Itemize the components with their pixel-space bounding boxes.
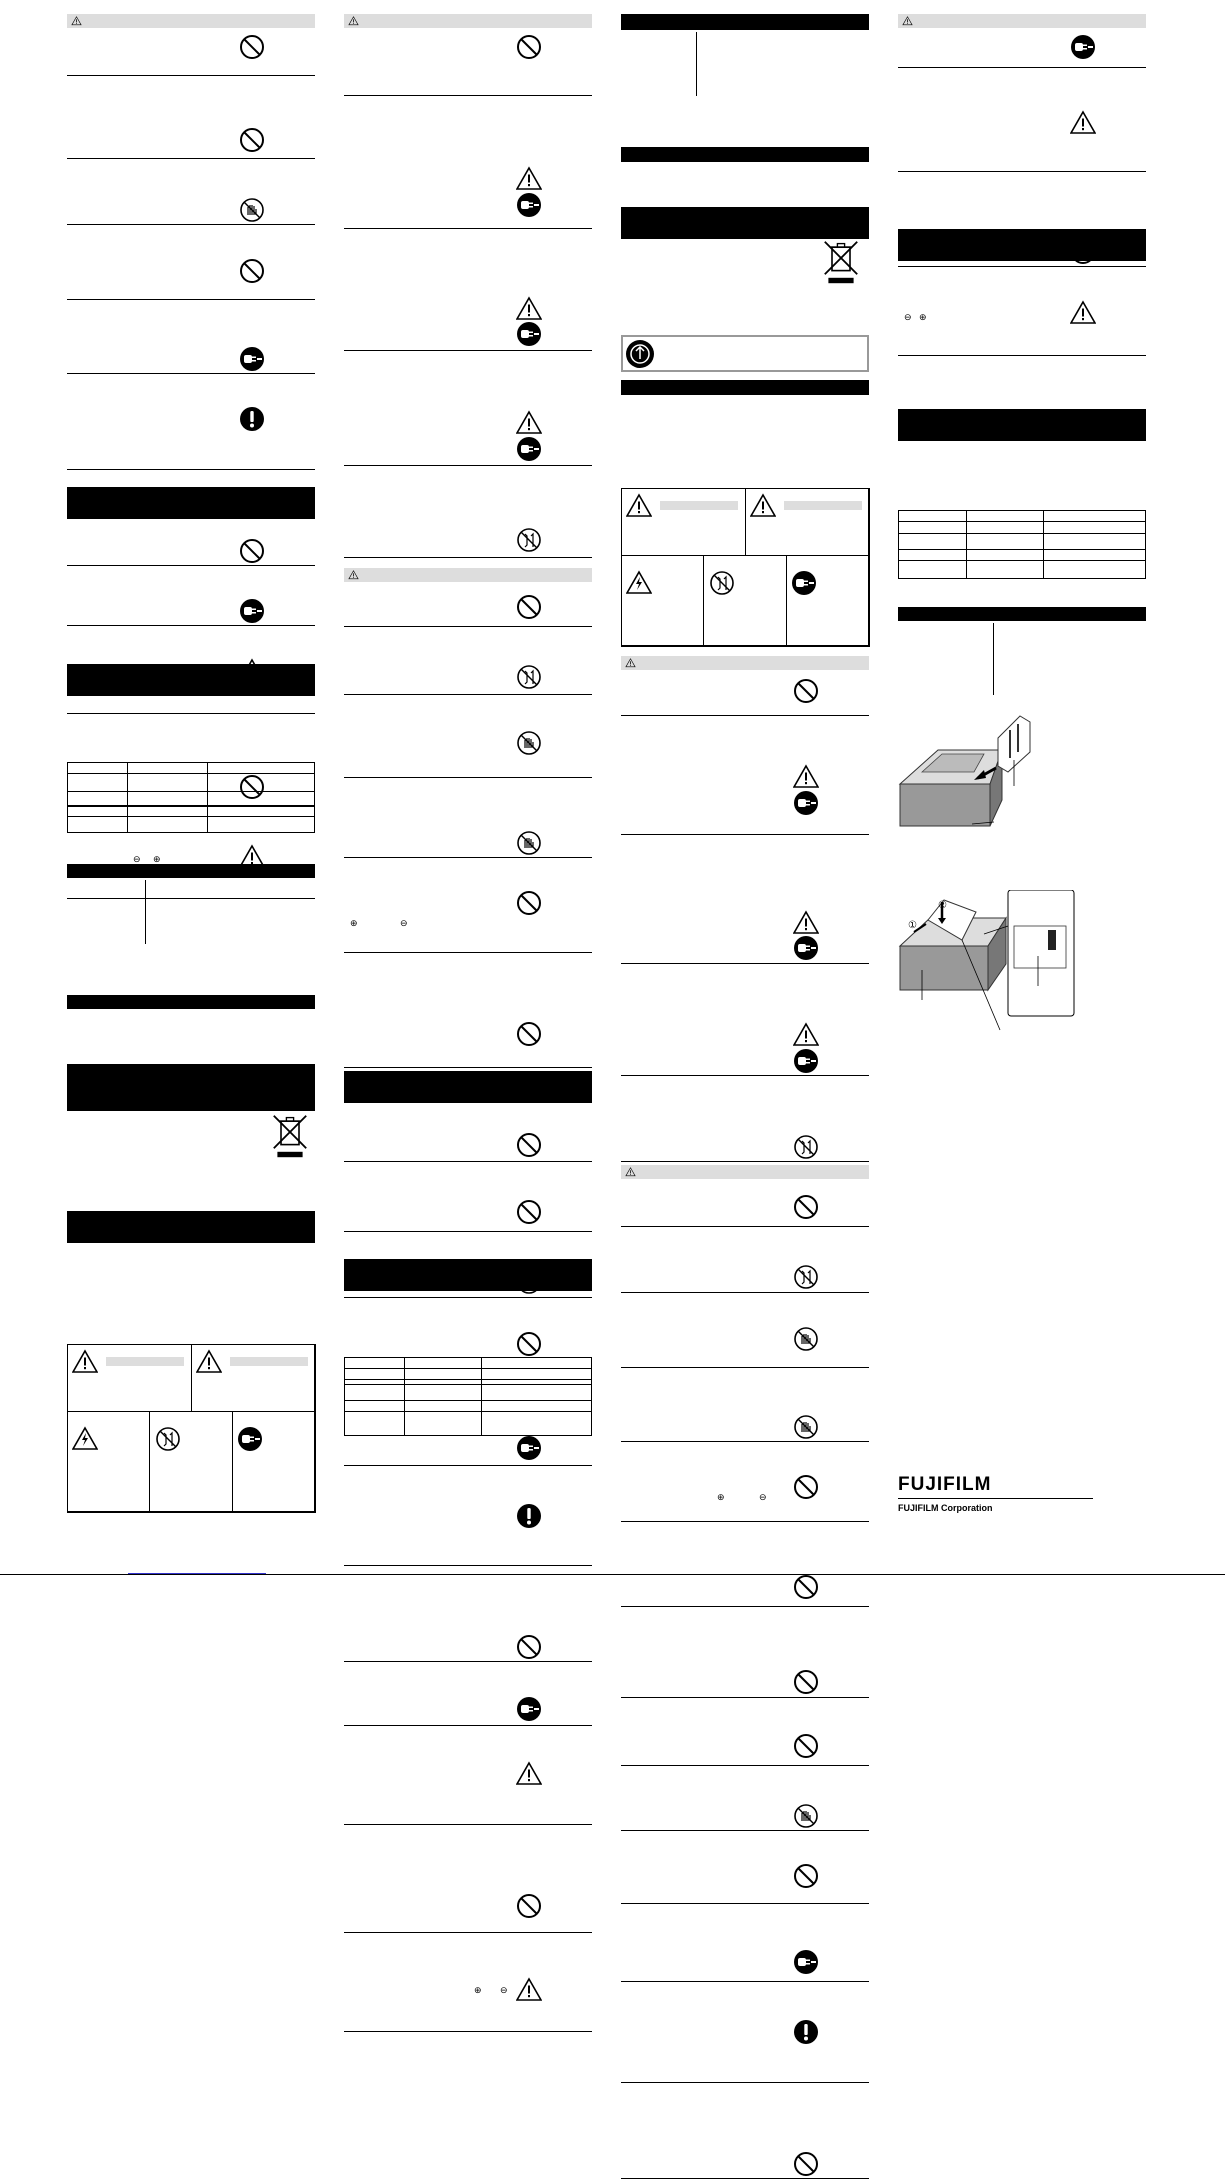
minus-terminal: ⊖	[400, 918, 408, 928]
caution-triangle-icon	[516, 296, 542, 322]
caution-small-icon	[625, 1167, 636, 1177]
warning-row	[344, 524, 592, 558]
prohibited-icon	[793, 1194, 819, 1220]
symbol-legend-box	[621, 488, 869, 646]
warning-row	[67, 596, 315, 626]
section-header	[621, 147, 869, 162]
electric-shock-icon	[72, 1426, 98, 1452]
table-row	[68, 763, 315, 774]
caution-triangle-icon	[516, 1761, 542, 1787]
warning-row	[621, 1324, 869, 1368]
caution-row	[898, 298, 1146, 356]
prohibited-icon	[793, 1474, 819, 1500]
table-row	[899, 522, 1146, 534]
prohibited-icon	[516, 1021, 542, 1047]
table-row	[68, 817, 315, 833]
prohibited-icon	[239, 538, 265, 564]
table-row	[68, 806, 315, 817]
caution-triangle-icon	[516, 410, 542, 436]
caution-row	[344, 1127, 592, 1162]
warning-header	[344, 14, 592, 28]
unplug-icon	[793, 935, 819, 961]
warning-row	[621, 1020, 869, 1076]
caution-row	[621, 1801, 869, 1831]
caution-row	[898, 108, 1146, 172]
unplug-icon	[516, 1696, 542, 1722]
legend-caution-cell	[745, 488, 870, 556]
caution-header	[621, 1165, 869, 1179]
plus-terminal: ⊕	[153, 854, 161, 864]
divider-line	[696, 32, 697, 96]
legend-warning-cell	[67, 1344, 192, 1412]
crossed-out-bin-icon	[823, 240, 859, 285]
legend-shock-cell	[67, 1411, 150, 1513]
spec-table	[344, 1357, 592, 1436]
no-wet-hands-icon	[239, 197, 265, 223]
divider-line	[993, 623, 994, 695]
caution-row	[621, 2017, 869, 2083]
mandatory-icon	[793, 2019, 819, 2045]
warning-row	[344, 888, 592, 953]
prohibited-icon	[793, 2151, 819, 2177]
page-bottom-rule	[0, 1574, 1225, 1575]
warning-row	[621, 762, 869, 835]
no-wet-hands-icon	[516, 830, 542, 856]
symbol-legend-box	[67, 1344, 315, 1512]
warning-row	[67, 256, 315, 300]
warning-row	[344, 662, 592, 695]
prohibited-icon	[793, 1574, 819, 1600]
plus-terminal: ⊕	[350, 918, 358, 928]
warning-row	[344, 592, 592, 627]
table-row	[345, 1358, 592, 1369]
caution-triangle-icon	[793, 910, 819, 936]
battery-insertion-illustration	[898, 890, 1146, 1050]
caution-row	[344, 1759, 592, 1825]
no-disassembly-icon	[709, 570, 735, 596]
warning-row	[344, 1018, 592, 1068]
unplug-icon	[793, 1949, 819, 1975]
caution-row	[344, 1693, 592, 1726]
warning-row	[67, 124, 315, 159]
legend-unplug-cell	[232, 1411, 316, 1513]
unplug-icon	[516, 192, 542, 218]
caution-triangle-icon	[72, 1349, 98, 1375]
crossed-out-bin-icon	[272, 1114, 308, 1159]
caution-triangle-icon	[626, 493, 652, 519]
mandatory-icon	[239, 406, 265, 432]
section-header	[898, 229, 1146, 261]
label-bar	[784, 501, 862, 510]
unplug-icon	[516, 1435, 542, 1461]
spec-table	[898, 510, 1146, 579]
section-header	[621, 380, 869, 395]
warning-row	[67, 344, 315, 374]
section-header	[898, 409, 1146, 441]
prohibited-icon	[516, 1893, 542, 1919]
caution-row	[344, 1975, 592, 2032]
table-row	[899, 511, 1146, 522]
warning-row	[621, 1132, 869, 1162]
prohibited-icon	[793, 1733, 819, 1759]
warning-row	[344, 408, 592, 466]
warning-row	[621, 908, 869, 964]
legend-shock-cell	[621, 555, 704, 647]
legend-caution-cell	[191, 1344, 316, 1412]
company-name: FUJIFILM Corporation	[898, 1503, 993, 1513]
caution-row	[344, 1197, 592, 1232]
caution-header	[344, 568, 592, 582]
warning-row	[621, 1572, 869, 1607]
table-row	[899, 561, 1146, 579]
caution-row	[344, 1501, 592, 1566]
caution-triangle-icon	[1070, 110, 1096, 136]
recycle-seal-icon	[625, 339, 655, 369]
label-bar	[230, 1357, 308, 1366]
legend-unplug-cell	[786, 555, 870, 647]
unplug-icon	[516, 436, 542, 462]
no-wet-hands-icon	[793, 1326, 819, 1352]
warning-small-icon	[348, 16, 359, 26]
section-header	[67, 995, 315, 1009]
recycle-box	[621, 335, 869, 372]
caution-row	[621, 1861, 869, 1904]
minus-terminal: ⊖	[500, 1985, 508, 1995]
legend-disassembly-cell	[149, 1411, 233, 1513]
caution-row	[621, 1731, 869, 1766]
logo-rule	[898, 1498, 1093, 1499]
plus-terminal: ⊕	[717, 1492, 725, 1502]
caution-row	[621, 1665, 869, 1698]
warning-row	[67, 536, 315, 566]
divider-line	[145, 880, 146, 944]
column-2	[344, 14, 592, 1995]
prohibited-icon	[516, 890, 542, 916]
prohibited-icon	[239, 34, 265, 60]
section-header	[344, 1071, 592, 1103]
prohibited-icon	[239, 258, 265, 284]
warning-row	[67, 194, 315, 225]
prohibited-icon	[516, 1132, 542, 1158]
caution-row	[344, 1891, 592, 1933]
no-wet-hands-icon	[793, 1414, 819, 1440]
fujifilm-logo: FUJIFILM	[898, 1474, 992, 1495]
section-header	[621, 14, 869, 30]
unplug-icon	[1070, 34, 1096, 60]
link-underline	[128, 1573, 266, 1574]
plus-terminal: ⊕	[919, 312, 927, 322]
unplug-icon	[239, 346, 265, 372]
plus-terminal: ⊕	[474, 1985, 482, 1995]
prohibited-icon	[516, 1634, 542, 1660]
warning-header	[67, 14, 315, 28]
step-two-callout: ②	[938, 900, 947, 911]
charger-plug-illustration	[898, 714, 1146, 844]
table-row	[345, 1412, 592, 1436]
label-bar	[106, 1357, 184, 1366]
caution-small-icon	[902, 16, 913, 26]
caution-row	[621, 1947, 869, 1982]
no-disassembly-icon	[516, 527, 542, 553]
prohibited-icon	[793, 1863, 819, 1889]
prohibited-icon	[516, 1199, 542, 1225]
warning-small-icon	[71, 16, 82, 26]
warning-row	[344, 28, 592, 96]
prohibited-icon	[239, 127, 265, 153]
caution-triangle-icon	[793, 764, 819, 790]
table-row	[68, 774, 315, 792]
no-wet-hands-icon	[516, 730, 542, 756]
caution-row	[898, 28, 1146, 68]
minus-terminal: ⊖	[133, 854, 141, 864]
warning-row	[67, 404, 315, 470]
spec-table	[67, 762, 315, 833]
table-row	[345, 1369, 592, 1385]
warning-row	[621, 670, 869, 716]
caution-row	[621, 2149, 869, 2179]
no-disassembly-icon	[793, 1134, 819, 1160]
caution-triangle-icon	[516, 166, 542, 192]
caution-triangle-icon	[196, 1349, 222, 1375]
caution-triangle-icon	[1070, 300, 1096, 326]
warning-row	[621, 1412, 869, 1442]
warning-row	[344, 294, 592, 351]
table-row	[899, 534, 1146, 550]
caution-triangle-icon	[793, 1022, 819, 1048]
prohibited-icon	[516, 594, 542, 620]
legend-warning-cell	[621, 488, 746, 556]
warning-row	[344, 828, 592, 858]
caution-row	[344, 1631, 592, 1662]
warning-row	[621, 1472, 869, 1522]
warning-row	[621, 1262, 869, 1293]
warning-header	[621, 656, 869, 670]
section-header	[898, 607, 1146, 621]
table-row	[345, 1401, 592, 1412]
section-header	[621, 207, 869, 239]
caution-row	[344, 1431, 592, 1466]
prohibited-icon	[793, 1669, 819, 1695]
unplug-icon	[239, 598, 265, 624]
warning-row	[344, 728, 592, 778]
table-row	[899, 550, 1146, 561]
column-4	[898, 14, 1146, 1514]
caution-small-icon	[348, 570, 359, 580]
warning-row	[344, 164, 592, 229]
warning-row	[67, 28, 315, 76]
label-bar	[660, 501, 738, 510]
unplug-icon	[793, 790, 819, 816]
section-header	[67, 664, 315, 696]
electric-shock-icon	[626, 570, 652, 596]
caution-triangle-icon	[516, 1977, 542, 2003]
minus-terminal: ⊖	[759, 1492, 767, 1502]
warning-small-icon	[625, 658, 636, 668]
mandatory-icon	[516, 1503, 542, 1529]
no-disassembly-icon	[516, 664, 542, 690]
warning-row	[621, 1192, 869, 1227]
legend-disassembly-cell	[703, 555, 787, 647]
section-header	[344, 1259, 592, 1291]
section-header	[67, 487, 315, 519]
caution-triangle-icon	[750, 493, 776, 519]
table-row	[68, 792, 315, 806]
caution-header	[898, 14, 1146, 28]
no-disassembly-icon	[793, 1264, 819, 1290]
prohibited-icon	[516, 1331, 542, 1357]
table-row	[345, 1385, 592, 1401]
unplug-icon	[237, 1426, 263, 1452]
prohibited-icon	[516, 34, 542, 60]
column-3	[621, 14, 869, 1514]
section-header	[67, 1211, 315, 1243]
no-disassembly-icon	[155, 1426, 181, 1452]
minus-terminal: ⊖	[904, 312, 912, 322]
section-header	[67, 1064, 315, 1111]
column-1	[67, 14, 315, 1514]
section-header	[67, 864, 315, 878]
no-wet-hands-icon	[793, 1803, 819, 1829]
unplug-icon	[516, 321, 542, 347]
step-one-callout: ①	[908, 920, 917, 931]
prohibited-icon	[793, 678, 819, 704]
unplug-icon	[793, 1048, 819, 1074]
unplug-icon	[791, 570, 817, 596]
